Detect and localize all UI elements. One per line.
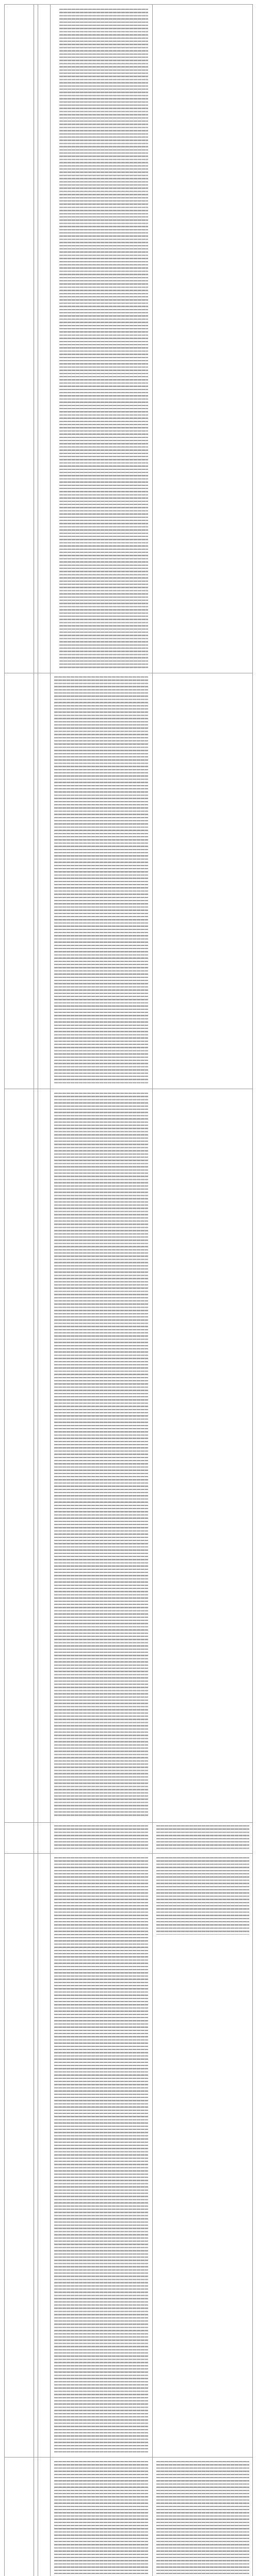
row-main-text — [54, 1093, 148, 1817]
column-divider — [152, 5, 153, 2576]
row-side-text — [156, 676, 249, 1083]
row-main-text — [54, 2461, 148, 2576]
row-side-text — [156, 2461, 249, 2576]
row-side-text — [156, 9, 249, 668]
row-main-text — [54, 1857, 148, 2452]
document-table — [4, 4, 253, 2576]
row-main-text — [54, 1825, 148, 1850]
row-divider — [5, 2457, 252, 2458]
row-divider — [5, 1853, 252, 1854]
column-divider — [50, 5, 51, 2576]
row-side-text — [156, 1093, 249, 1817]
row-side-text — [156, 1825, 249, 1850]
row-divider — [5, 1822, 252, 1823]
row-main-text — [54, 676, 148, 1083]
row-side-text — [156, 1857, 249, 1935]
row-main-text — [59, 9, 148, 668]
